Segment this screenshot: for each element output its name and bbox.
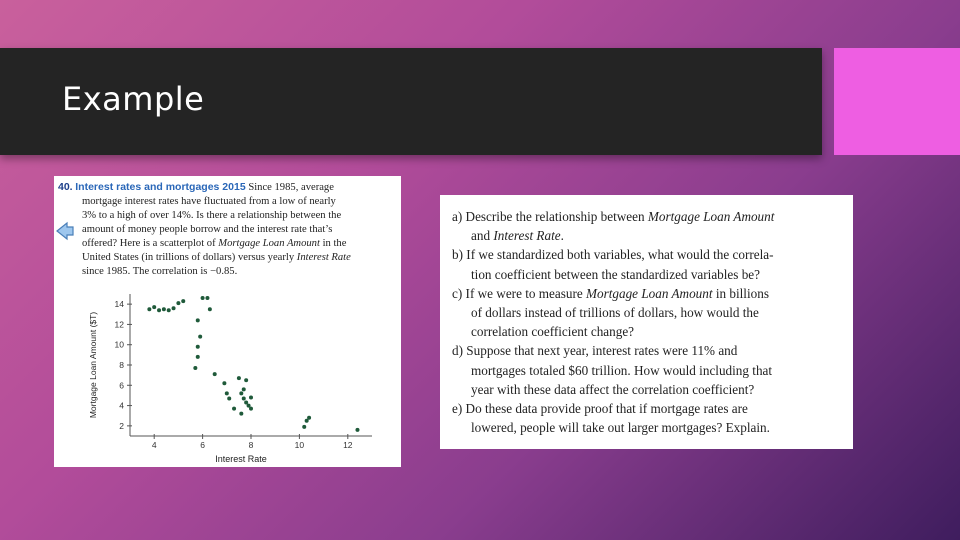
data-point xyxy=(355,428,359,432)
problem-text-segment: United States (in trillions of dollars) versus yearly xyxy=(82,252,295,263)
x-tick-label: 8 xyxy=(248,440,254,450)
data-point xyxy=(181,299,185,303)
problem-text-italic: Interest Rate xyxy=(296,252,351,263)
slide-title: Example xyxy=(62,80,205,118)
problem-text xyxy=(58,180,396,279)
y-axis-label: Mortgage Loan Amount ($T) xyxy=(88,311,98,419)
data-point xyxy=(249,395,253,399)
question-line: tion coefficient between the standardized variables be? xyxy=(471,266,761,282)
y-tick-label: 10 xyxy=(114,339,124,350)
arrow-icon xyxy=(54,220,76,242)
data-point xyxy=(225,391,229,395)
x-tick-label: 4 xyxy=(151,440,157,450)
data-point xyxy=(208,307,212,311)
question-line: lowered, people will take out larger mortgages? Explain. xyxy=(471,420,770,436)
problem-text-line: mortgage interest rates have fluctuated from a low of nearly xyxy=(82,196,336,207)
data-point xyxy=(205,296,209,300)
data-point xyxy=(237,376,241,380)
question-line: a) Describe the relationship between Mortgage Loan Amount xyxy=(452,209,775,224)
question-line: e) Do these data provide proof that if mortgage rates are xyxy=(452,401,748,417)
data-point xyxy=(196,345,200,349)
data-point xyxy=(302,425,306,429)
data-point xyxy=(152,305,156,309)
problem-line-1 xyxy=(58,180,396,195)
data-point xyxy=(193,366,197,370)
problem-number: 40. xyxy=(58,181,73,193)
data-point xyxy=(162,307,166,311)
y-tick-label: 8 xyxy=(119,360,124,370)
data-point xyxy=(147,307,151,311)
data-point xyxy=(307,416,311,420)
data-point xyxy=(157,308,161,312)
y-tick-label: 12 xyxy=(114,319,124,330)
data-point xyxy=(198,335,202,339)
y-tick-label: 14 xyxy=(114,299,124,310)
problem-heading: Interest rates and mortgages 2015 xyxy=(75,181,246,193)
y-tick-label: 4 xyxy=(119,400,124,411)
question-line: correlation coefficient change? xyxy=(471,324,635,340)
question-line: b) If we standardized both variables, what would the correla- xyxy=(452,247,774,263)
data-point xyxy=(239,412,243,416)
x-axis-label: Interest Rate xyxy=(215,454,267,464)
problem-text-line: 3% to a high of over 14%. Is there a relationship between the xyxy=(82,210,342,221)
problem-text-segment: offered? Here is a scatterplot of xyxy=(82,238,216,249)
data-point xyxy=(239,391,243,395)
y-tick-label: 6 xyxy=(119,380,124,391)
questions-list xyxy=(452,207,847,437)
x-tick-label: 10 xyxy=(294,440,305,450)
question-line: year with these data affect the correlation coefficient? xyxy=(471,381,755,397)
question-line: c) If we were to measure Mortgage Loan Amount in billions xyxy=(452,285,769,301)
data-point xyxy=(176,301,180,305)
data-point xyxy=(167,308,171,312)
problem-text-line xyxy=(58,237,396,251)
questions-panel xyxy=(440,195,853,449)
problem-text-segment: in the xyxy=(322,238,347,249)
data-point xyxy=(201,296,205,300)
question-line: and Interest Rate. xyxy=(471,228,564,244)
problem-text-line: amount of money people borrow and the interest rate that’s xyxy=(82,224,333,235)
data-point xyxy=(172,306,176,310)
problem-panel xyxy=(54,176,401,467)
x-tick-label: 12 xyxy=(343,440,353,450)
data-point xyxy=(213,372,217,376)
problem-text-line xyxy=(58,251,396,265)
question-line: of dollars instead of trillions of dollars, how would the xyxy=(471,305,759,321)
data-point xyxy=(222,381,226,385)
data-point xyxy=(196,318,200,322)
data-point xyxy=(244,378,248,382)
data-point xyxy=(196,355,200,359)
data-point xyxy=(227,396,231,400)
problem-text-line: Since 1985, average xyxy=(248,182,334,193)
y-tick-label: 2 xyxy=(119,420,124,431)
data-point xyxy=(242,396,246,400)
question-line: d) Suppose that next year, interest rates were 11% and xyxy=(452,343,738,359)
data-point xyxy=(242,387,246,391)
accent-box xyxy=(834,48,960,155)
question-line: mortgages totaled $60 trillion. How would including that xyxy=(471,362,773,378)
problem-text-line: since 1985. The correlation is −0.85. xyxy=(82,266,238,277)
problem-text-italic: Mortgage Loan Amount xyxy=(218,238,320,249)
data-point xyxy=(232,407,236,411)
x-tick-label: 6 xyxy=(200,440,205,450)
data-point xyxy=(249,407,253,411)
scatter-chart xyxy=(82,288,382,466)
